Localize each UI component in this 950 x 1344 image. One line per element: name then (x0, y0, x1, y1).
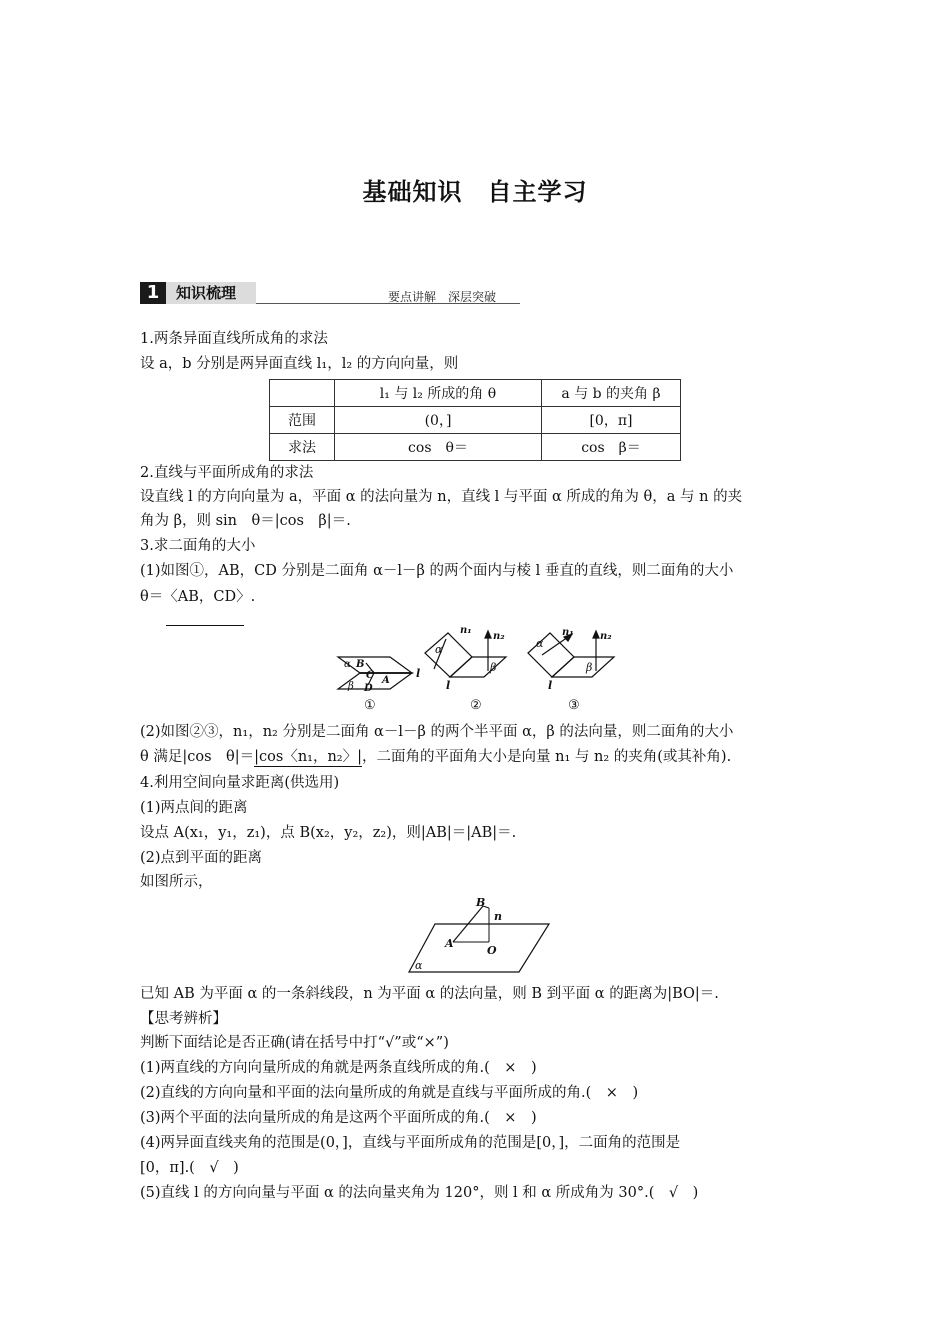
para-4e: 已知 AB 为平面 α 的一条斜线段，n 为平面 α 的法向量，则 B 到平面 α 的距离为|BO|＝. (140, 986, 719, 1002)
figure-3 (528, 627, 614, 713)
angle-table (269, 379, 681, 461)
underlined-answer: |cos〈n₁，n₂〉| (254, 749, 363, 765)
table-cell: cos θ＝ (335, 434, 542, 461)
figure-1 (338, 657, 420, 713)
para-4b: 设点 A(x₁，y₁，z₁)，点 B(x₂，y₂，z₂)，则|AB|＝|AB|＝. (140, 825, 517, 841)
arrowhead (485, 631, 491, 638)
table-row (270, 407, 681, 434)
label: A (382, 675, 390, 686)
label: n₁ (460, 625, 472, 636)
table-cell: 求法 (270, 434, 335, 461)
judge-item-3: (3)两个平面的法向量所成的角是这两个平面所成的角.( × ) (140, 1110, 537, 1126)
dihedral-figures (330, 625, 630, 717)
para-4d: 如图所示， (140, 874, 213, 890)
label: α (435, 643, 443, 656)
label: A (445, 937, 454, 950)
plane-beta (552, 657, 614, 677)
banner-subtitle: 要点讲解 深层突破 (388, 290, 497, 304)
table-cell (270, 380, 335, 407)
table-cell: (0，] (335, 407, 542, 434)
para-2a: 设直线 l 的方向向量为 a，平面 α 的法向量为 n，直线 l 与平面 α 所成的角为 θ，a 与 n 的夹 (140, 489, 743, 505)
label: α (415, 959, 423, 972)
label: l (548, 679, 553, 692)
table-cell: 范围 (270, 407, 335, 434)
para-4a: (1)两点间的距离 (140, 800, 248, 816)
judge-instruction: 判断下面结论是否正确(请在括号中打“√”或“×”) (140, 1035, 449, 1051)
para-3d (140, 748, 731, 767)
label: n (494, 910, 502, 923)
heading-2: 2.直线与平面所成角的求法 (140, 465, 314, 481)
plane-alpha (409, 924, 549, 972)
label: l (416, 667, 421, 680)
label: n₂ (600, 631, 612, 642)
para-2b: 角为 β，则 sin θ＝|cos β|＝. (140, 513, 351, 529)
answer-blank (166, 625, 244, 626)
label: C (366, 670, 374, 681)
figure-number: ③ (568, 698, 580, 713)
heading-4: 4.利用空间向量求距离(供选用) (140, 775, 340, 791)
judge-item-2: (2)直线的方向向量和平面的法向量所成的角就是直线与平面所成的角.( × ) (140, 1085, 639, 1101)
label: n₂ (493, 631, 505, 642)
label: β (348, 681, 354, 692)
heading-1: 1.两条异面直线所成角的求法 (140, 331, 328, 347)
table-cell: cos β＝ (542, 434, 681, 461)
normal-n1 (542, 637, 568, 655)
figure-number: ② (470, 698, 482, 713)
think-heading: 【思考辨析】 (140, 1011, 227, 1027)
judge-item-1: (1)两直线的方向向量所成的角就是两条直线所成的角.( × ) (140, 1060, 537, 1076)
distance-figure (405, 896, 555, 976)
label: α (536, 637, 544, 650)
text-run: θ 满足|cos θ|＝ (140, 749, 255, 765)
figure-number: ① (364, 698, 376, 713)
text-run: ，二面角的平面角大小是向量 n₁ 与 n₂ 的夹角(或其补角). (362, 749, 732, 765)
para-3a: (1)如图①，AB，CD 分别是二面角 α－l－β 的两个面内与棱 l 垂直的直线，则二面角的大小 (140, 563, 734, 579)
figure-2 (425, 625, 506, 713)
para-4c: (2)点到平面的距离 (140, 850, 263, 866)
judge-item-5: (5)直线 l 的方向向量与平面 α 的法向量夹角为 120°，则 l 和 α 所成角为 30°.( √ ) (140, 1185, 699, 1201)
label: O (487, 944, 497, 957)
judge-item-4b: [0，π].( √ ) (140, 1160, 239, 1176)
arrowhead (593, 631, 599, 638)
label: B (476, 896, 486, 909)
label: D (364, 683, 373, 694)
table-header-row (270, 380, 681, 407)
para-1a: 设 a，b 分别是两异面直线 l₁，l₂ 的方向向量，则 (140, 356, 459, 372)
table-cell: l₁ 与 l₂ 所成的角 θ (335, 380, 542, 407)
para-3c: (2)如图②③，n₁，n₂ 分别是二面角 α－l－β 的两个半平面 α，β 的法向量，则二面角的大小 (140, 724, 734, 740)
label: l (446, 679, 451, 692)
table-cell: a 与 b 的夹角 β (542, 380, 681, 407)
table-row (270, 434, 681, 461)
para-3b: θ＝〈AB，CD〉. (140, 589, 256, 605)
table-cell: [0，π] (542, 407, 681, 434)
section-banner (140, 282, 520, 306)
heading-3: 3.求二面角的大小 (140, 538, 256, 554)
banner-number: 1 (140, 282, 166, 304)
label: α (344, 659, 351, 670)
plane-alpha (425, 633, 472, 677)
page-title: 基础知识 自主学习 (362, 178, 588, 206)
label: n₁ (562, 627, 574, 638)
judge-item-4a: (4)两异面直线夹角的范围是(0，]，直线与平面所成角的范围是[0，]，二面角的范围是 (140, 1135, 681, 1151)
banner-label: 知识梳理 (176, 284, 237, 302)
plane-beta (450, 657, 506, 677)
label: β (490, 661, 497, 674)
label: B (356, 659, 365, 670)
label: β (586, 661, 593, 674)
